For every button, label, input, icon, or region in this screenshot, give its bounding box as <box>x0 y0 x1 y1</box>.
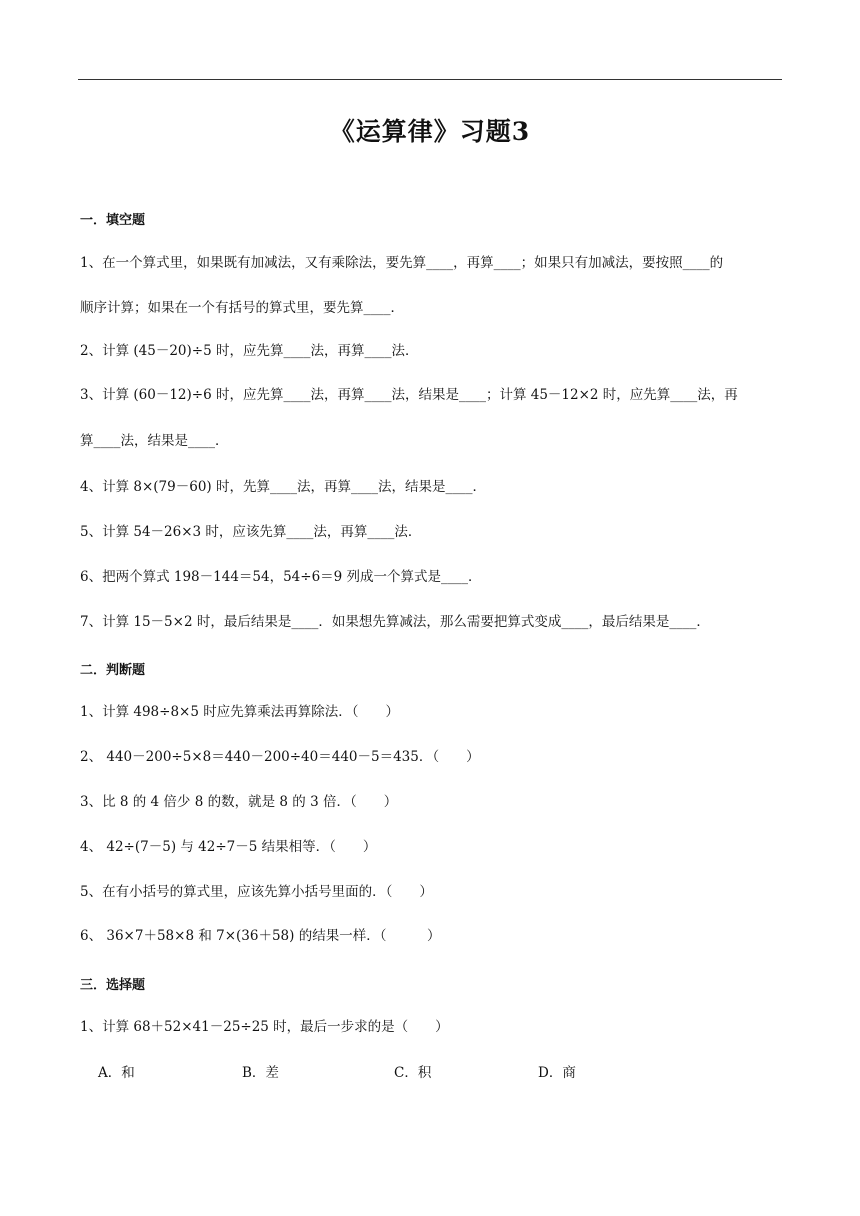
fill-question-line: 3、计算 (60－12)÷6 时，应先算____法，再算____法，结果是____；计算 45－12×2 时，应先算____法，再 <box>80 387 738 403</box>
section-heading-fill: 一．填空题 <box>80 213 146 228</box>
choice-option-c: C．积 <box>394 1065 432 1081</box>
fill-question-line: 算____法，结果是____． <box>80 433 229 449</box>
fill-question-line: 6、把两个算式 198－144＝54，54÷6＝9 列成一个算式是____． <box>80 569 482 585</box>
fill-question-line: 顺序计算；如果在一个有括号的算式里，要先算____． <box>80 300 404 316</box>
header-rule <box>78 79 782 80</box>
choice-option-b: B．差 <box>242 1065 279 1081</box>
fill-question-line: 2、计算 (45－20)÷5 时，应先算____法，再算____法． <box>80 343 419 359</box>
choice-option-a: A．和 <box>98 1065 135 1081</box>
judge-question-line: 1、计算 498÷8×5 时应先算乘法再算除法．（ ） <box>80 704 399 720</box>
judge-question-line: 2、 440－200÷5×8＝440－200÷40＝440－5＝435．（ ） <box>80 749 480 765</box>
judge-question-line: 5、在有小括号的算式里，应该先算小括号里面的．（ ） <box>80 884 433 900</box>
judge-question-line: 6、 36×7＋58×8 和 7×(36＋58) 的结果一样．（ ） <box>80 928 441 944</box>
fill-question-line: 5、计算 54－26×3 时，应该先算____法，再算____法． <box>80 524 422 540</box>
page-title: 《运算律》习题3 <box>329 117 531 146</box>
section-heading-judge: 二．判断题 <box>80 663 146 678</box>
choice-option-d: D．商 <box>538 1065 576 1081</box>
choice-question-line: 1、计算 68＋52×41－25÷25 时，最后一步求的是（ ） <box>80 1019 449 1035</box>
judge-question-line: 4、 42÷(7－5) 与 42÷7－5 结果相等．（ ） <box>80 839 377 855</box>
judge-question-line: 3、比 8 的 4 倍少 8 的数，就是 8 的 3 倍．（ ） <box>80 794 398 810</box>
fill-question-line: 1、在一个算式里，如果既有加减法，又有乘除法，要先算____，再算____；如果只有加减法，要按照____的 <box>80 255 724 271</box>
fill-question-line: 7、计算 15－5×2 时，最后结果是____．如果想先算减法，那么需要把算式变成____，最后结果是____． <box>80 614 710 630</box>
fill-question-line: 4、计算 8×(79－60) 时，先算____法，再算____法，结果是____． <box>80 479 486 495</box>
section-heading-choice: 三．选择题 <box>80 978 146 993</box>
